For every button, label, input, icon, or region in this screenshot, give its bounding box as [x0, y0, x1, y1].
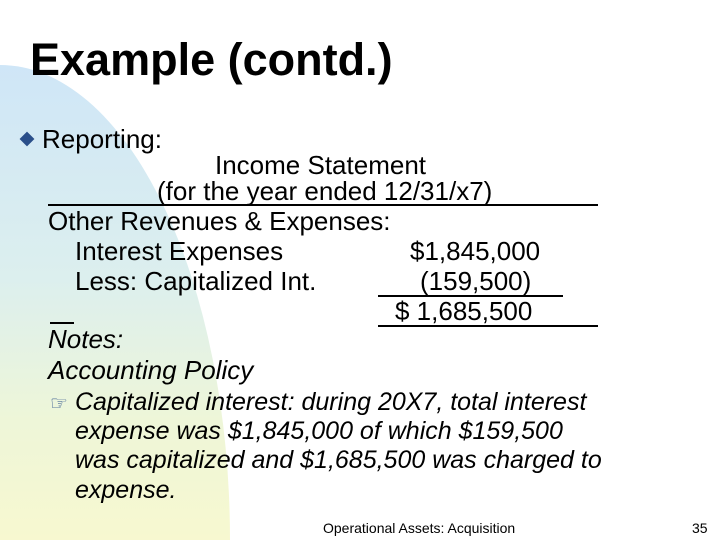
bullet-heading: Reporting:	[42, 124, 162, 154]
statement-section: Other Revenues & Expenses:	[48, 206, 391, 236]
page-number: 35	[692, 520, 708, 536]
row-value: $1,845,000	[410, 236, 541, 266]
statement-subtitle: (for the year ended 12/31/x7)	[157, 176, 493, 206]
statement-title: Income Statement	[215, 150, 426, 180]
notes-heading: Notes:	[48, 324, 124, 354]
notes-line: expense was $1,845,000 of which $159,500	[75, 417, 563, 445]
row-label: Less: Capitalized Int.	[75, 266, 317, 296]
notes-line: was capitalized and $1,685,500 was charged to	[75, 446, 602, 474]
statement-total: $ 1,685,500	[395, 296, 533, 326]
notes-line: expense.	[75, 476, 177, 504]
footer-text: Operational Assets: Acquisition	[323, 520, 516, 536]
row-label: Interest Expenses	[75, 236, 284, 266]
pointing-hand-icon: ☞	[50, 393, 68, 415]
notes-line: Capitalized interest: during 20X7, total interest	[75, 388, 587, 416]
row-value: (159,500)	[420, 266, 532, 296]
slide-title: Example (contd.)	[30, 34, 393, 85]
notes-policy: Accounting Policy	[48, 355, 254, 385]
